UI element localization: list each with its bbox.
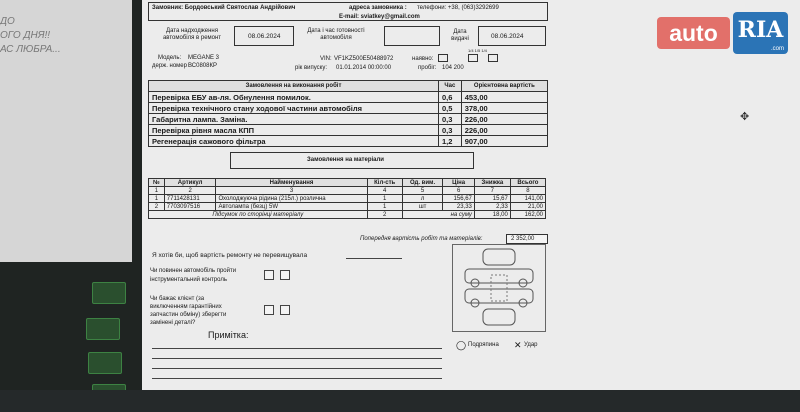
work-name: Перевірка рівня масла КПП xyxy=(149,125,439,136)
logo-ria-box xyxy=(733,12,788,54)
mat-header: Кіл-сть xyxy=(367,179,402,187)
mat-index: 3 xyxy=(216,187,367,195)
work-price: 378,00 xyxy=(461,103,547,114)
keyboard-glow xyxy=(92,282,126,304)
mat-index: 1 xyxy=(149,187,165,195)
keyboard-glow xyxy=(88,352,122,374)
mat-price: 23,33 xyxy=(443,203,474,211)
mat-header: № xyxy=(149,179,165,187)
customer-phone: телефони: +38, (063)3292699 xyxy=(417,5,499,11)
mat-subtotal-unit-label: на суму xyxy=(402,211,474,219)
work-hours: 1,2 xyxy=(439,136,462,147)
ready-date-field xyxy=(384,26,440,46)
model-label: Модель: xyxy=(158,55,182,61)
logo-ria: RIA xyxy=(737,17,784,43)
table-row xyxy=(149,114,548,125)
mat-total: 21,00 xyxy=(510,203,545,211)
year-label: рік випуску: xyxy=(295,65,328,71)
table-row xyxy=(149,187,546,195)
issue-date-label: Дата видачі xyxy=(451,29,469,42)
mat-header: Всього xyxy=(510,179,545,187)
estimate-label: Попередня вартість робіт та матеріалів: xyxy=(360,236,483,242)
work-price: 907,00 xyxy=(461,136,547,147)
work-hours: 0,3 xyxy=(439,125,462,136)
issue-date-field xyxy=(478,26,546,46)
fuel-marks: 1/4 1/5 1/4 xyxy=(468,48,487,53)
model-value: MEGANE 3 xyxy=(188,55,220,61)
car-damage-diagram[interactable] xyxy=(452,244,546,332)
work-name: Габаритна лампа. Заміна. xyxy=(149,114,439,125)
mat-article: 7703097516 xyxy=(164,203,216,211)
customer-email: E-mail: sviatkey@gmail.com xyxy=(339,14,420,20)
q2-yes-checkbox[interactable] xyxy=(264,305,274,315)
max-cost-question: Я хотів би, щоб вартість ремонту не перевищувала xyxy=(152,252,308,259)
q2-line1: Чи бажає клієнт (за xyxy=(150,296,205,302)
background-text-1: ДО xyxy=(0,16,15,27)
arrival-date-field xyxy=(234,26,294,46)
mat-header: Ціна xyxy=(443,179,474,187)
estimate-value: 2 352,00 xyxy=(511,236,535,242)
mat-subtotal-total: 162,00 xyxy=(510,211,545,219)
year-value: 01.01.2014 00:00:00 xyxy=(336,65,392,71)
customer-header xyxy=(148,2,548,21)
q2-line2: виключенням гарантійних xyxy=(150,304,222,310)
works-header-price: Орієнтовна вартість xyxy=(461,81,547,92)
work-hours: 0,5 xyxy=(439,103,462,114)
materials-title-box xyxy=(230,152,474,169)
works-header-name: Замовлення на виконання робіт xyxy=(149,81,439,92)
works-table xyxy=(148,80,548,147)
fuel-box xyxy=(468,54,478,62)
mat-discount: 15,67 xyxy=(474,195,510,203)
background-text-3: АС ЛЮБРА... xyxy=(0,44,61,55)
customer-address: адреса замовника : xyxy=(349,5,407,11)
move-cursor-icon: ✥ xyxy=(740,111,750,123)
mat-header: Найменування xyxy=(216,179,367,187)
mat-subtotal-qty: 2 xyxy=(367,211,402,219)
mat-qty: 1 xyxy=(367,203,402,211)
mat-subtotal-discount: 18,00 xyxy=(474,211,510,219)
mat-n: 1 xyxy=(149,195,165,203)
q1-no-checkbox[interactable] xyxy=(280,270,290,280)
q1-line2: інструментальний контроль xyxy=(150,277,227,283)
table-row xyxy=(149,195,546,203)
mat-header: Артикул xyxy=(164,179,216,187)
work-price: 226,00 xyxy=(461,114,547,125)
mat-discount: 2,33 xyxy=(474,203,510,211)
materials-title: Замовлення на матеріали xyxy=(307,157,384,163)
repair-order-document xyxy=(148,0,550,400)
work-hours: 0,3 xyxy=(439,114,462,125)
mat-unit: шт xyxy=(402,203,443,211)
note-label: Примітка: xyxy=(208,330,249,340)
note-line xyxy=(152,378,442,379)
mat-subtotal-label: Підсумок по сторінці матеріалу xyxy=(149,211,368,219)
work-name: Регенерація сажового фільтра xyxy=(149,136,439,147)
mat-index: 7 xyxy=(474,187,510,195)
mat-name: Автолампа (безц) 5W xyxy=(216,203,367,211)
table-row xyxy=(149,211,546,219)
mat-qty: 1 xyxy=(367,195,402,203)
q2-line3: запчастин обміну) зберегти xyxy=(150,312,227,318)
vin-value: VF1KZ500E50488972 xyxy=(334,56,394,62)
hit-cross-icon: ✕ xyxy=(514,340,522,350)
mat-index: 6 xyxy=(443,187,474,195)
mat-header: Знижка xyxy=(474,179,510,187)
car-outline-icon xyxy=(453,245,545,331)
mat-header: Од. вим. xyxy=(402,179,443,187)
issue-date-value: 08.06.2024 xyxy=(491,33,524,40)
table-row xyxy=(149,136,548,147)
mat-price: 156,67 xyxy=(443,195,474,203)
work-name: Перевірка ЕБУ ав-ля. Обнулення помилок. xyxy=(149,92,439,103)
max-cost-line xyxy=(346,258,402,259)
work-name: Перевірка технічного стану ходової частини автомобіля xyxy=(149,103,439,114)
work-hours: 0,6 xyxy=(439,92,462,103)
table-row xyxy=(149,92,548,103)
q2-no-checkbox[interactable] xyxy=(280,305,290,315)
materials-table xyxy=(148,178,546,219)
customer-name: Замовник: Бордовський Святослав Андрійович xyxy=(152,5,296,11)
work-price: 226,00 xyxy=(461,125,547,136)
mileage-label: пробіг: xyxy=(418,65,437,71)
mileage-value: 104 200 xyxy=(442,65,464,71)
plate-value: ВС0808КР xyxy=(188,63,217,69)
estimate-value-box xyxy=(506,234,548,244)
arrival-date-label: Дата надходження автомобіля в ремонт xyxy=(162,28,222,41)
q1-yes-checkbox[interactable] xyxy=(264,270,274,280)
scratch-circle-icon: ◯ xyxy=(456,340,467,350)
plate-label: держ. номер xyxy=(152,63,187,69)
mat-name: Охолоджуюча рідина (215л.) розлична xyxy=(216,195,367,203)
logo-auto: auto xyxy=(657,17,730,49)
auto-ria-logo xyxy=(657,12,788,54)
mat-unit: л xyxy=(402,195,443,203)
fuel-box xyxy=(438,54,448,62)
mat-n: 2 xyxy=(149,203,165,211)
mat-total: 141,00 xyxy=(510,195,545,203)
mat-index: 5 xyxy=(402,187,443,195)
note-line xyxy=(152,348,442,349)
note-line xyxy=(152,358,442,359)
arrival-date-value: 08.06.2024 xyxy=(248,33,281,40)
background-window xyxy=(0,0,132,262)
note-line xyxy=(152,368,442,369)
mat-index: 2 xyxy=(164,187,216,195)
table-row xyxy=(149,103,548,114)
table-row xyxy=(149,203,546,211)
mat-index: 4 xyxy=(367,187,402,195)
vin-label: VIN: xyxy=(320,56,332,62)
mat-article: 7711428131 xyxy=(164,195,216,203)
mat-index: 8 xyxy=(510,187,545,195)
ready-date-label: Дата і час готовності автомобіля xyxy=(307,28,365,41)
legend-hit: Удар xyxy=(524,342,538,348)
keyboard-glow xyxy=(86,318,120,340)
work-price: 453,00 xyxy=(461,92,547,103)
q1-line1: Чи повинен автомобіль пройти xyxy=(150,268,237,274)
background-text-2: ОГО ДНЯ!! xyxy=(0,30,51,41)
legend-scratch: Подряпина xyxy=(468,342,499,348)
fuel-box xyxy=(488,54,498,62)
works-header-hours: Час xyxy=(439,81,462,92)
fuel-label: наявно: xyxy=(412,56,434,62)
logo-com: .com xyxy=(770,46,784,52)
q2-line4: замінені деталі? xyxy=(150,320,196,326)
table-row xyxy=(149,125,548,136)
